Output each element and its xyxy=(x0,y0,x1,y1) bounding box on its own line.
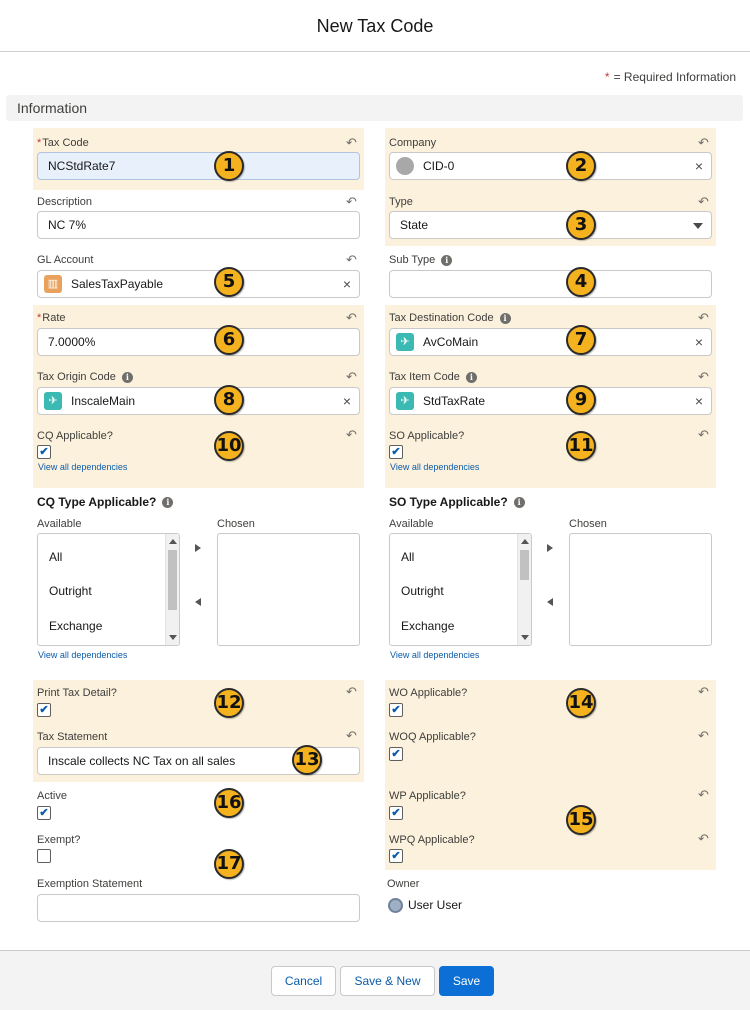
callout-14: 14 xyxy=(566,688,596,718)
chevron-down-icon xyxy=(693,223,703,229)
tax-origin-code-value: InscaleMain xyxy=(71,394,136,408)
so-type-view-all-dependencies-link[interactable]: View all dependencies xyxy=(390,650,480,660)
cq-available-listbox[interactable] xyxy=(37,533,180,646)
info-icon[interactable]: i xyxy=(500,313,511,324)
wp-applicable-undo-icon[interactable]: ↶ xyxy=(698,787,709,802)
print-tax-detail-undo-icon[interactable]: ↶ xyxy=(346,684,357,699)
so-available-listbox[interactable] xyxy=(389,533,532,646)
plane-icon: ✈ xyxy=(396,392,414,410)
callout-9: 9 xyxy=(566,385,596,415)
rate-input[interactable]: 7.0000% xyxy=(37,328,360,356)
move-left-icon[interactable] xyxy=(547,598,553,606)
list-item[interactable]: All xyxy=(401,550,415,564)
rate-label: *Rate xyxy=(37,312,66,324)
description-label: Description xyxy=(37,196,93,208)
tax-code-label: *Tax Code xyxy=(37,137,89,149)
type-select[interactable] xyxy=(389,211,712,239)
type-value: State xyxy=(400,218,429,232)
tax-origin-code-clear-icon[interactable]: × xyxy=(342,393,351,409)
woq-applicable-checkbox[interactable]: ✔ xyxy=(389,747,403,761)
company-lookup[interactable] xyxy=(389,152,712,180)
wo-applicable-undo-icon[interactable]: ↶ xyxy=(698,684,709,699)
rate-undo-icon[interactable]: ↶ xyxy=(346,310,357,325)
sub-type-label: Sub Type i xyxy=(389,254,452,266)
wo-applicable-checkbox[interactable]: ✔ xyxy=(389,703,403,717)
sub-type-input[interactable] xyxy=(389,270,712,298)
woq-applicable-undo-icon[interactable]: ↶ xyxy=(698,728,709,743)
info-icon[interactable]: i xyxy=(162,497,173,508)
print-tax-detail-label: Print Tax Detail? xyxy=(37,687,117,699)
callout-5: 5 xyxy=(214,267,244,297)
user-avatar-icon xyxy=(388,898,403,913)
tax-destination-code-clear-icon[interactable]: × xyxy=(694,334,703,350)
save-button[interactable]: Save xyxy=(439,966,494,996)
callout-4: 4 xyxy=(566,267,596,297)
print-tax-detail-checkbox[interactable]: ✔ xyxy=(37,703,51,717)
description-undo-icon[interactable]: ↶ xyxy=(346,194,357,209)
callout-15: 15 xyxy=(566,805,596,835)
tax-destination-code-undo-icon[interactable]: ↶ xyxy=(698,310,709,325)
company-clear-icon[interactable]: × xyxy=(694,158,703,174)
scroll-up-icon[interactable] xyxy=(521,539,529,544)
owner-label: Owner xyxy=(387,878,420,890)
tax-item-code-undo-icon[interactable]: ↶ xyxy=(698,369,709,384)
gl-account-label: GL Account xyxy=(37,254,94,266)
cq-view-all-dependencies-link[interactable]: View all dependencies xyxy=(38,462,128,472)
wpq-applicable-checkbox[interactable]: ✔ xyxy=(389,849,403,863)
gl-account-lookup[interactable] xyxy=(37,270,360,298)
plane-icon: ✈ xyxy=(396,333,414,351)
tax-item-code-label: Tax Item Code i xyxy=(389,371,477,383)
list-item[interactable]: Exchange xyxy=(49,619,103,633)
callout-16: 16 xyxy=(214,788,244,818)
tax-item-code-value: StdTaxRate xyxy=(423,394,486,408)
plane-icon: ✈ xyxy=(44,392,62,410)
tax-statement-input[interactable]: Inscale collects NC Tax on all sales xyxy=(37,747,360,775)
wp-applicable-checkbox[interactable]: ✔ xyxy=(389,806,403,820)
company-undo-icon[interactable]: ↶ xyxy=(698,135,709,150)
so-chosen-label: Chosen xyxy=(569,518,607,530)
info-icon[interactable]: i xyxy=(122,372,133,383)
required-info-note: * = Required Information xyxy=(604,70,736,84)
callout-8: 8 xyxy=(214,385,244,415)
tax-item-code-lookup[interactable] xyxy=(389,387,712,415)
exemption-statement-label: Exemption Statement xyxy=(37,878,143,890)
tax-origin-code-undo-icon[interactable]: ↶ xyxy=(346,369,357,384)
active-checkbox[interactable]: ✔ xyxy=(37,806,51,820)
cq-chosen-listbox[interactable] xyxy=(217,533,360,646)
tax-code-input[interactable]: NCStdRate7 xyxy=(37,152,360,180)
tax-destination-code-value: AvCoMain xyxy=(423,335,479,349)
woq-applicable-label: WOQ Applicable? xyxy=(389,731,476,743)
callout-11: 11 xyxy=(566,431,596,461)
callout-13: 13 xyxy=(292,745,322,775)
scroll-down-icon[interactable] xyxy=(169,635,177,640)
company-value: CID-0 xyxy=(423,159,455,173)
tax-item-code-clear-icon[interactable]: × xyxy=(694,393,703,409)
info-icon[interactable]: i xyxy=(466,372,477,383)
callout-1: 1 xyxy=(214,151,244,181)
scrollbar[interactable] xyxy=(165,534,179,645)
wpq-applicable-undo-icon[interactable]: ↶ xyxy=(698,831,709,846)
cq-applicable-undo-icon[interactable]: ↶ xyxy=(346,427,357,442)
scroll-down-icon[interactable] xyxy=(521,635,529,640)
callout-2: 2 xyxy=(566,151,596,181)
company-label: Company xyxy=(389,137,437,149)
cq-available-label: Available xyxy=(37,518,82,530)
list-item[interactable]: All xyxy=(49,550,63,564)
tax-code-undo-icon[interactable]: ↶ xyxy=(346,135,357,150)
bank-icon: ▥ xyxy=(44,275,62,293)
info-icon[interactable]: i xyxy=(514,497,525,508)
description-input[interactable]: NC 7% xyxy=(37,211,360,239)
tax-statement-label: Tax Statement xyxy=(37,731,108,743)
move-left-icon[interactable] xyxy=(195,598,201,606)
tax-origin-code-lookup[interactable] xyxy=(37,387,360,415)
tax-destination-code-label: Tax Destination Code i xyxy=(389,312,511,324)
modal-footer xyxy=(0,950,750,1010)
tax-destination-code-lookup[interactable] xyxy=(389,328,712,356)
cq-type-view-all-dependencies-link[interactable]: View all dependencies xyxy=(38,650,128,660)
so-applicable-label: SO Applicable? xyxy=(389,430,465,442)
scrollbar[interactable] xyxy=(517,534,531,645)
building-icon xyxy=(396,157,414,175)
so-chosen-listbox[interactable] xyxy=(569,533,712,646)
list-item[interactable]: Outright xyxy=(401,584,444,598)
cq-applicable-label: CQ Applicable? xyxy=(37,430,113,442)
so-applicable-checkbox[interactable]: ✔ xyxy=(389,445,403,459)
gl-account-clear-icon[interactable]: × xyxy=(342,276,351,292)
exempt-checkbox[interactable] xyxy=(37,849,51,863)
save-and-new-button[interactable]: Save & New xyxy=(340,966,435,996)
exempt-label: Exempt? xyxy=(37,834,81,846)
cancel-button[interactable]: Cancel xyxy=(271,966,336,996)
cq-type-applicable-label: CQ Type Applicable? i xyxy=(37,495,173,509)
scroll-up-icon[interactable] xyxy=(169,539,177,544)
callout-12: 12 xyxy=(214,688,244,718)
type-undo-icon[interactable]: ↶ xyxy=(698,194,709,209)
callout-7: 7 xyxy=(566,325,596,355)
cq-chosen-label: Chosen xyxy=(217,518,255,530)
callout-17: 17 xyxy=(214,849,244,879)
callout-10: 10 xyxy=(214,431,244,461)
active-label: Active xyxy=(37,790,67,802)
wp-applicable-label: WP Applicable? xyxy=(389,790,466,802)
owner-value[interactable]: User User xyxy=(408,898,463,912)
modal-header xyxy=(0,0,750,52)
scroll-thumb[interactable] xyxy=(520,550,529,580)
wpq-applicable-label: WPQ Applicable? xyxy=(389,834,475,846)
scroll-thumb[interactable] xyxy=(168,550,177,610)
cq-applicable-checkbox[interactable]: ✔ xyxy=(37,445,51,459)
so-available-label: Available xyxy=(389,518,434,530)
tax-statement-undo-icon[interactable]: ↶ xyxy=(346,728,357,743)
gl-account-value: SalesTaxPayable xyxy=(71,277,164,291)
callout-3: 3 xyxy=(566,210,596,240)
so-applicable-undo-icon[interactable]: ↶ xyxy=(698,427,709,442)
gl-account-undo-icon[interactable]: ↶ xyxy=(346,252,357,267)
modal-title: New Tax Code xyxy=(316,16,434,36)
move-right-icon[interactable] xyxy=(547,544,553,552)
wo-applicable-label: WO Applicable? xyxy=(389,687,468,699)
list-item[interactable]: Outright xyxy=(49,584,92,598)
so-view-all-dependencies-link[interactable]: View all dependencies xyxy=(390,462,480,472)
callout-6: 6 xyxy=(214,325,244,355)
move-right-icon[interactable] xyxy=(195,544,201,552)
tax-origin-code-label: Tax Origin Code i xyxy=(37,371,133,383)
type-label: Type xyxy=(389,196,413,208)
exemption-statement-input[interactable] xyxy=(37,894,360,922)
info-icon[interactable]: i xyxy=(441,255,452,266)
list-item[interactable]: Exchange xyxy=(401,619,455,633)
section-information[interactable]: Information xyxy=(6,95,743,121)
so-type-applicable-label: SO Type Applicable? i xyxy=(389,495,525,509)
